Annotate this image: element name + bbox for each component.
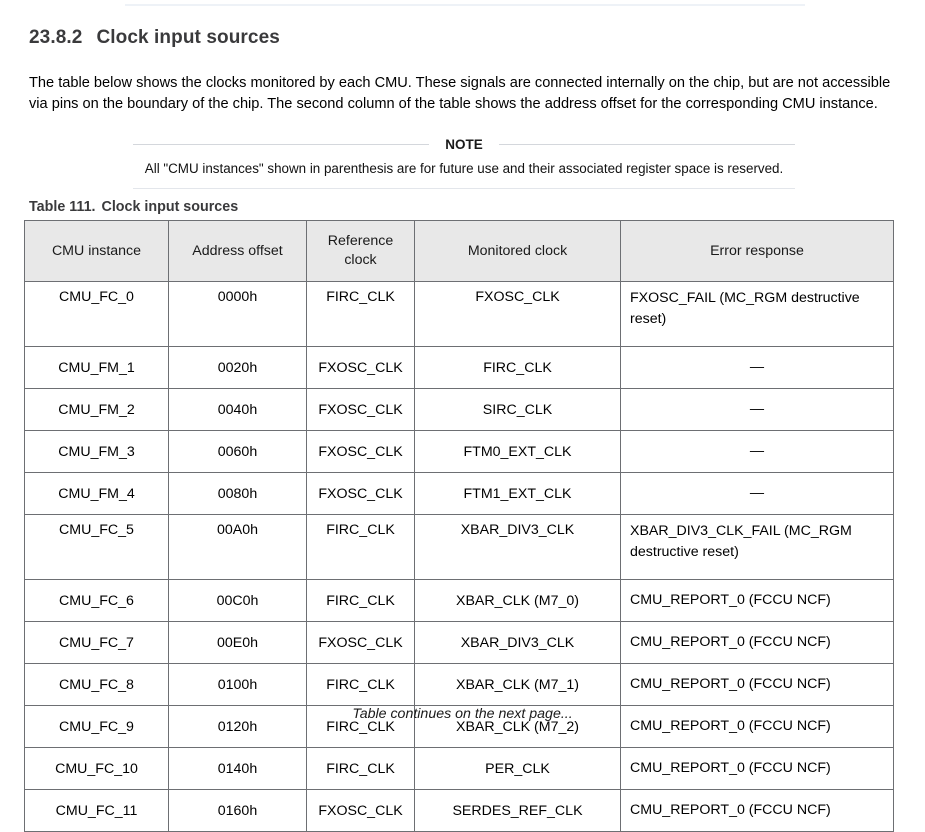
cell-error-response: — [621,347,894,389]
cell-address-offset: 0100h [169,664,307,706]
cell-cmu-instance: CMU_FM_3 [25,431,169,473]
cell-address-offset: 00A0h [169,515,307,580]
table-body [25,282,894,832]
table-row [25,790,894,832]
cell-error-response: CMU_REPORT_0 (FCCU NCF) [621,748,894,790]
cell-reference-clock: FXOSC_CLK [307,389,415,431]
cell-monitored-clock: XBAR_DIV3_CLK [415,622,621,664]
column-header-monitored-clock: Monitored clock [415,221,621,282]
section-title: Clock input sources [96,27,280,48]
clock-input-sources-table-wrapper [24,220,893,832]
cell-address-offset: 0120h [169,706,307,748]
cell-cmu-instance: CMU_FC_10 [25,748,169,790]
column-header-address-offset: Address offset [169,221,307,282]
cell-address-offset: 00E0h [169,622,307,664]
table-row [25,431,894,473]
note-text: All "CMU instances" shown in parenthesis are for future use and their associated register space is reserved. [144,161,784,176]
cell-address-offset: 0140h [169,748,307,790]
note-label: NOTE [436,137,492,153]
page-top-rule [125,4,805,6]
cell-reference-clock: FIRC_CLK [307,580,415,622]
cell-reference-clock: FXOSC_CLK [307,790,415,832]
note-bottom-rule [133,188,795,189]
cell-cmu-instance: CMU_FM_4 [25,473,169,515]
cell-reference-clock: FIRC_CLK [307,748,415,790]
section-number: 23.8.2 [29,27,83,48]
cell-monitored-clock: XBAR_CLK (M7_1) [415,664,621,706]
cell-error-response: CMU_REPORT_0 (FCCU NCF) [621,622,894,664]
cell-monitored-clock: FTM0_EXT_CLK [415,431,621,473]
cell-error-response: XBAR_DIV3_CLK_FAIL (MC_RGM destructive reset) [621,515,894,580]
table-row [25,664,894,706]
cell-cmu-instance: CMU_FM_1 [25,347,169,389]
cell-reference-clock: FIRC_CLK [307,664,415,706]
column-header-cmu-instance: CMU instance [25,221,169,282]
column-header-error-response: Error response [621,221,894,282]
cell-error-response: — [621,431,894,473]
cell-address-offset: 0160h [169,790,307,832]
table-caption [29,199,238,215]
cell-address-offset: 0040h [169,389,307,431]
cell-error-response: CMU_REPORT_0 (FCCU NCF) [621,580,894,622]
cell-address-offset: 0060h [169,431,307,473]
table-continues-note: Table continues on the next page... [352,706,573,722]
cell-monitored-clock: FIRC_CLK [415,347,621,389]
cell-monitored-clock: SERDES_REF_CLK [415,790,621,832]
table-caption-number: Table 111. [29,199,96,215]
table-header-row [25,221,894,282]
cell-monitored-clock: XBAR_DIV3_CLK [415,515,621,580]
cell-address-offset: 0000h [169,282,307,347]
cell-cmu-instance: CMU_FC_5 [25,515,169,580]
cell-reference-clock: FXOSC_CLK [307,622,415,664]
table-row [25,473,894,515]
cell-error-response: CMU_REPORT_0 (FCCU NCF) [621,706,894,748]
cell-cmu-instance: CMU_FC_6 [25,580,169,622]
cell-cmu-instance: CMU_FC_7 [25,622,169,664]
table-caption-title: Clock input sources [101,199,239,215]
table-row [25,347,894,389]
cell-error-response: CMU_REPORT_0 (FCCU NCF) [621,664,894,706]
body-paragraph: The table below shows the clocks monitored by each CMU. These signals are connected internally on the chip, but are not accessible via pins on the boundary of the chip. The second column of the table shows the address offset for the corresponding CMU instance. [29,74,891,113]
cell-error-response: CMU_REPORT_0 (FCCU NCF) [621,790,894,832]
cell-monitored-clock: SIRC_CLK [415,389,621,431]
cell-monitored-clock: PER_CLK [415,748,621,790]
table-row [25,515,894,580]
table-row [25,622,894,664]
cell-cmu-instance: CMU_FC_0 [25,282,169,347]
cell-reference-clock: FXOSC_CLK [307,347,415,389]
cell-error-response: — [621,389,894,431]
cell-cmu-instance: CMU_FC_8 [25,664,169,706]
cell-error-response: — [621,473,894,515]
note-header-rule [133,136,795,152]
cell-address-offset: 0080h [169,473,307,515]
cell-address-offset: 0020h [169,347,307,389]
cell-cmu-instance: CMU_FC_11 [25,790,169,832]
cell-monitored-clock: XBAR_CLK (M7_0) [415,580,621,622]
note-block [133,136,795,189]
clock-input-sources-table [24,220,894,832]
table-row [25,748,894,790]
section-heading [29,27,280,49]
cell-cmu-instance: CMU_FC_9 [25,706,169,748]
table-row [25,389,894,431]
cell-monitored-clock: XBAR_CLK (M7_2) [415,706,621,748]
table-header [25,221,894,282]
cell-reference-clock: FXOSC_CLK [307,473,415,515]
cell-error-response: FXOSC_FAIL (MC_RGM destructive reset) [621,282,894,347]
column-header-reference-clock: Reference clock [307,221,415,282]
cell-reference-clock: FIRC_CLK [307,282,415,347]
cell-monitored-clock: FXOSC_CLK [415,282,621,347]
cell-cmu-instance: CMU_FM_2 [25,389,169,431]
cell-reference-clock: FIRC_CLK [307,515,415,580]
table-row [25,282,894,347]
cell-address-offset: 00C0h [169,580,307,622]
table-row [25,580,894,622]
cell-monitored-clock: FTM1_EXT_CLK [415,473,621,515]
cell-reference-clock: FIRC_CLK [307,706,415,748]
cell-reference-clock: FXOSC_CLK [307,431,415,473]
